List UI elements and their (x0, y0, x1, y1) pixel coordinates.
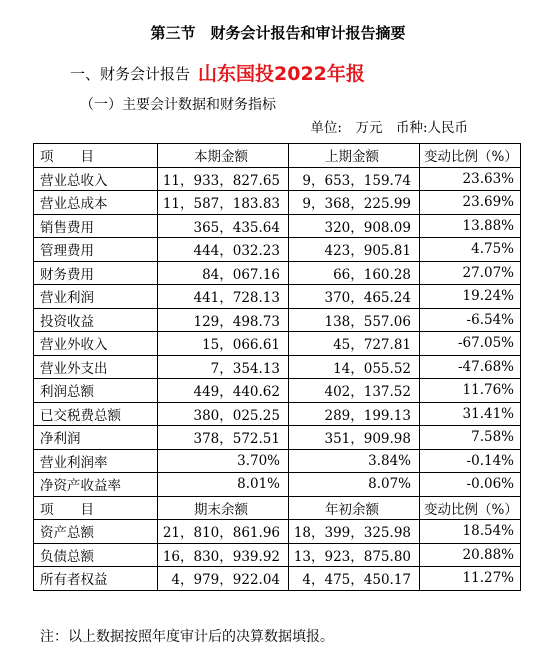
table-cell: 财务费用 (34, 261, 158, 285)
table-cell: 已交税费总额 (34, 402, 158, 426)
table-cell: 负债总额 (34, 543, 158, 567)
subsection-label: 一、财务会计报告 (70, 65, 191, 83)
table-cell: -0.14% (420, 449, 521, 473)
table-cell: 4，979，922.04 (158, 567, 289, 591)
table-row (34, 402, 521, 426)
table-cell: 资产总额 (34, 520, 158, 544)
table-row (34, 332, 521, 356)
table-header-cell: 项 目 (34, 496, 158, 520)
table-cell: 4，475，450.17 (289, 567, 420, 591)
table-cell: 13，923，875.80 (289, 543, 420, 567)
table-header-cell: 期末余额 (158, 496, 289, 520)
table-cell: 21，810，861.96 (158, 520, 289, 544)
table-cell: 14，055.52 (289, 355, 420, 379)
table-header-cell: 变动比例（%） (420, 144, 521, 168)
table-cell: 18.54% (420, 520, 521, 544)
table-cell: 289，199.13 (289, 402, 420, 426)
table-cell: 4.75% (420, 238, 521, 262)
table-header-cell: 上期金额 (289, 144, 420, 168)
table-cell: 129，498.73 (158, 308, 289, 332)
table-cell: 3.84% (289, 449, 420, 473)
table-cell: 378，572.51 (158, 426, 289, 450)
table-cell: 365，435.64 (158, 214, 289, 238)
table-cell: 402，137.52 (289, 379, 420, 403)
table-row (34, 520, 521, 544)
table-row (34, 261, 521, 285)
table-cell: 27.07% (420, 261, 521, 285)
table-row (34, 308, 521, 332)
table-cell: 84，067.16 (158, 261, 289, 285)
table-cell: 138，557.06 (289, 308, 420, 332)
table-row (34, 379, 521, 403)
table-header-cell: 本期金额 (158, 144, 289, 168)
table-row (34, 567, 521, 591)
table-cell: 8.01% (158, 473, 289, 497)
table-cell: 31.41% (420, 402, 521, 426)
table-cell: 11.76% (420, 379, 521, 403)
table-cell: -47.68% (420, 355, 521, 379)
table-cell: 11，587，183.83 (158, 191, 289, 215)
table-cell: 320，908.09 (289, 214, 420, 238)
table-cell: 7.58% (420, 426, 521, 450)
section-heading: 第三节 财务会计报告和审计报告摘要 (150, 24, 406, 42)
table-cell: 20.88% (420, 543, 521, 567)
unit-currency-line: 单位: 万元 币种:人民币 (310, 120, 468, 136)
table-cell: -67.05% (420, 332, 521, 356)
table-cell: -6.54% (420, 308, 521, 332)
table-row (34, 285, 521, 309)
table-header-cell: 变动比例（%） (420, 496, 521, 520)
table-cell: 11.27% (420, 567, 521, 591)
table-cell: 7，354.13 (158, 355, 289, 379)
table-cell: -0.06% (420, 473, 521, 497)
table-cell: 营业总成本 (34, 191, 158, 215)
table-cell: 销售费用 (34, 214, 158, 238)
financial-data-table (33, 143, 521, 591)
table-cell: 66，160.28 (289, 261, 420, 285)
table-cell: 营业外收入 (34, 332, 158, 356)
table-cell: 净资产收益率 (34, 473, 158, 497)
report-title-red: 山东国投2022年报 (198, 63, 365, 85)
table-cell: 管理费用 (34, 238, 158, 262)
table-row (34, 355, 521, 379)
subsection-financial-report (70, 58, 365, 85)
table-cell: 11，933，827.65 (158, 167, 289, 191)
table-cell: 45，727.81 (289, 332, 420, 356)
table-row (34, 543, 521, 567)
table-row (34, 214, 521, 238)
table-cell: 营业利润率 (34, 449, 158, 473)
table-row (34, 167, 521, 191)
table-cell: 利润总额 (34, 379, 158, 403)
table-row (34, 191, 521, 215)
table-cell: 9，368，225.99 (289, 191, 420, 215)
table-header-row (34, 144, 521, 168)
table-cell: 380，025.25 (158, 402, 289, 426)
subsection-key-data: （一）主要会计数据和财务指标 (80, 97, 276, 113)
table-row (34, 426, 521, 450)
table-cell: 23.69% (420, 191, 521, 215)
table-row (34, 473, 521, 497)
table-cell: 444，032.23 (158, 238, 289, 262)
table-header-cell: 年初余额 (289, 496, 420, 520)
table-cell: 投资收益 (34, 308, 158, 332)
table-cell: 15，066.61 (158, 332, 289, 356)
table-row (34, 238, 521, 262)
table-cell: 净利润 (34, 426, 158, 450)
footnote: 注：以上数据按照年度审计后的决算数据填报。 (40, 629, 334, 645)
table-cell: 370，465.24 (289, 285, 420, 309)
table-cell: 13.88% (420, 214, 521, 238)
table-header-row (34, 496, 521, 520)
table-cell: 营业总收入 (34, 167, 158, 191)
table-cell: 441，728.13 (158, 285, 289, 309)
table-cell: 18，399，325.98 (289, 520, 420, 544)
table-cell: 营业外支出 (34, 355, 158, 379)
table-cell: 所有者权益 (34, 567, 158, 591)
table-cell: 19.24% (420, 285, 521, 309)
table-cell: 9，653，159.74 (289, 167, 420, 191)
table-cell: 449，440.62 (158, 379, 289, 403)
table-cell: 营业利润 (34, 285, 158, 309)
table-cell: 16，830，939.92 (158, 543, 289, 567)
table-cell: 3.70% (158, 449, 289, 473)
table-cell: 351，909.98 (289, 426, 420, 450)
table-cell: 23.63% (420, 167, 521, 191)
table-cell: 423，905.81 (289, 238, 420, 262)
table-row (34, 449, 521, 473)
table-header-cell: 项 目 (34, 144, 158, 168)
table-cell: 8.07% (289, 473, 420, 497)
